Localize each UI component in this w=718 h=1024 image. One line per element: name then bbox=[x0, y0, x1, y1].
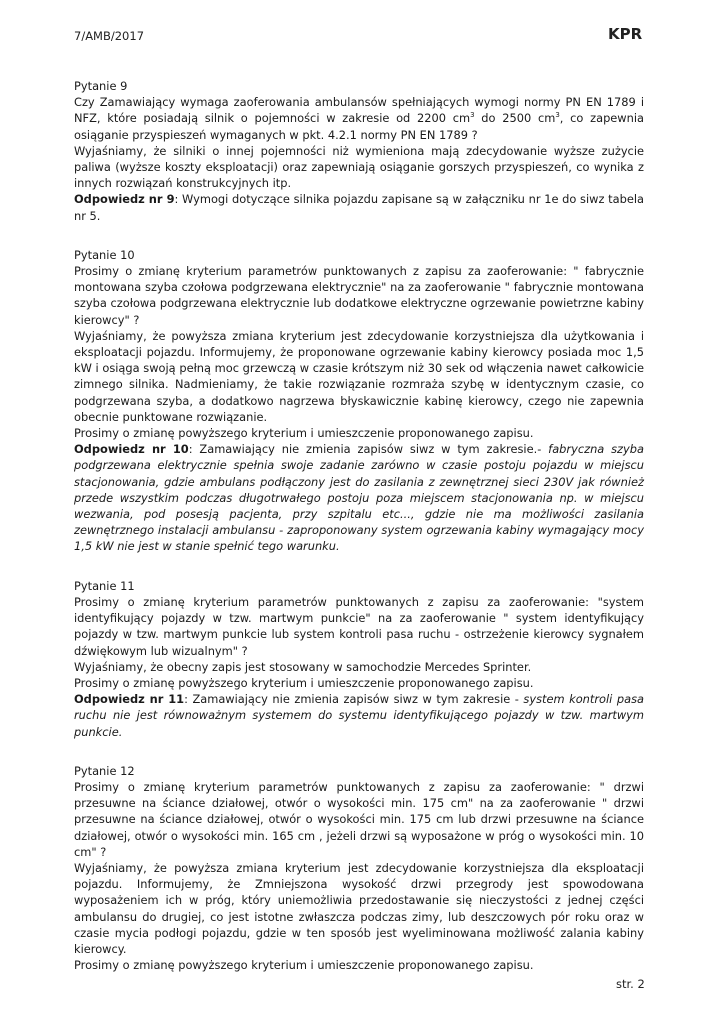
document-body bbox=[74, 78, 644, 996]
answer-text: Odpowiedz nr 10: Zamawiający nie zmienia zapisów siwz w tym zakresie.- fabryczna szyba podgrzewana elektrycznie spełnia swoje zadanie zarówno w czasie postoju pojazdu w miejscu stacjonowania, gdzie ambulans podłączony jest do zasilania z zewnętrznej sieci 230V jak również przede wszystkim podczas długotrwałego postoju poza miejscem stacjonowania np. w miejscu wezwania, pod posesją pacjenta, przy szpitalu etc..., gdzie nie ma możliwości zasilania zewnętrznego instalacji ambulansu - zaproponowany system ogrzewania kabiny wymagający mocy 1,5 kW nie jest w stanie spełnić tego warunku. bbox=[74, 442, 644, 554]
question-text: Prosimy o zmianę kryterium parametrów punktowanych z zapisu za zaoferowanie: " drzwi przesuwne na ściance działowej, otwór o wysokości min. 175 cm" na za zaoferowanie " drzwi przesuwne na ściance działowej, otwór o wysokości min. 175 cm lub drzwi przesuwne na ściance działowej, otwór o wysokości min. 165 cm , jeżeli drzwi są wyposażone w próg o wysokości min. 10 cm" ? bbox=[74, 779, 644, 859]
logo-text: KPR bbox=[608, 25, 643, 43]
explanation-text: Wyjaśniamy, że powyższa zmiana kryterium jest zdecydowanie korzystniejsza dla eksploatacji pojazdu. Informujemy, że Zmniejszona wysokość drzwi przegrody jest spowodowana wyposażeniem ich w próg, który uniemożliwia przedostawanie się nieczystości z jednej części ambulansu do drugiej, co jest istotne zwłaszcza podczas zimy, lub deszczowych pór roku oraz w czasie mycia podłogi pojazdu, gdzie w ten sposób jest wyeliminowana możliwość zalania kabiny kierowcy. bbox=[74, 860, 644, 956]
question-title: Pytanie 12 bbox=[74, 763, 135, 778]
answer-text: Odpowiedz nr 11: Zamawiający nie zmienia zapisów siwz w tym zakresie - system kontroli pasa ruchu nie jest równoważnym systemem do systemu identyfikującego pojazdy w tzw. martwym punkcie. bbox=[74, 692, 644, 739]
explanation-text: Wyjaśniamy, że silniki o innej pojemności niż wymieniona mają zdecydowanie wyższe zużycie paliwa (wyższe koszty eksploatacji) oraz zapewniają osiąganie gorszych przyspieszeń, co wynika z innych rozwiązań konstrukcyjnych itp. bbox=[74, 143, 644, 191]
page-number: str. 2 bbox=[616, 977, 645, 991]
request-text: Prosimy o zmianę powyższego kryterium i umieszczenie proponowanego zapisu. bbox=[74, 426, 534, 441]
answer-label: Odpowiedz nr 9 bbox=[74, 192, 175, 207]
question-text: Czy Zamawiający wymaga zaoferowania ambulansów spełniających wymogi normy PN EN 1789 i NFZ, które posiadają silnik o pojemności w zakresie od 2200 $cm^3$ do 2500 $cm^3$, co zapewnia osiąganie przyspieszeń wymaganych w pkt. 4.2.1 normy PN EN 1789 ? bbox=[74, 95, 644, 142]
question-11-section bbox=[74, 578, 644, 740]
explanation-text: Wyjaśniamy, że obecny zapis jest stosowany w samochodzie Mercedes Sprinter. bbox=[74, 659, 532, 674]
question-9-section bbox=[74, 78, 644, 224]
question-12-section bbox=[74, 763, 644, 974]
question-title: Pytanie 9 bbox=[74, 79, 128, 93]
question-text: Prosimy o zmianę kryterium parametrów punktowanych z zapisu za zaoferowanie: " fabrycznie montowana szyba czołowa podgrzewana elektrycznie" na za zaoferowanie " fabrycznie montowana szyba czołowa podgrzewana elektrycznie lub dodatkowe elektryczne ogrzewanie powietrzne kabiny kierowcy" ? bbox=[74, 264, 644, 327]
question-title: Pytanie 11 bbox=[74, 578, 135, 593]
answer-label: Odpowiedz nr 11 bbox=[74, 692, 185, 707]
answer-label: Odpowiedz nr 10 bbox=[74, 442, 189, 457]
request-text: Prosimy o zmianę powyższego kryterium i umieszczenie proponowanego zapisu. bbox=[74, 675, 534, 690]
question-text: Prosimy o zmianę kryterium parametrów punktowanych z zapisu za zaoferowanie: "system identyfikujący pojazdy w tzw. martwym punkcie" na za zaoferowanie " system identyfikujący pojazdy w tzw. martwym punkcie lub system kontroli pasa ruchu - ostrzeżenie kierowcy sygnałem dźwiękowym lub wizualnym" ? bbox=[74, 594, 644, 658]
request-text: Prosimy o zmianę powyższego kryterium i umieszczenie proponowanego zapisu. bbox=[74, 958, 534, 973]
document-reference: 7/AMB/2017 bbox=[74, 29, 145, 43]
question-10-section bbox=[74, 247, 644, 555]
question-title: Pytanie 10 bbox=[74, 247, 135, 262]
explanation-text: Wyjaśniamy, że powyższa zmiana kryterium jest zdecydowanie korzystniejsza dla użytkowania i eksploatacji pojazdu. Informujemy, że proponowane ogrzewanie kabiny kierowcy posiada moc 1,5 kW i osiąga swoją pełną moc grzewczą w czasie krótszym niż 30 sek od włączenia nawet całkowicie zimnego silnika. Nadmieniamy, że takie rozwiązanie rozmraża szybę w identycznym czasie, co podgrzewana szyba, a dodatkowo nagrzewa błyskawicznie kabinę kierowcy, czego nie zapewnia obecnie punktowane rozwiązanie. bbox=[74, 328, 644, 424]
answer-text: Odpowiedz nr 9: Wymogi dotyczące silnika pojazdu zapisane są w załączniku nr 1e do siwz tabela nr 5. bbox=[74, 192, 644, 223]
